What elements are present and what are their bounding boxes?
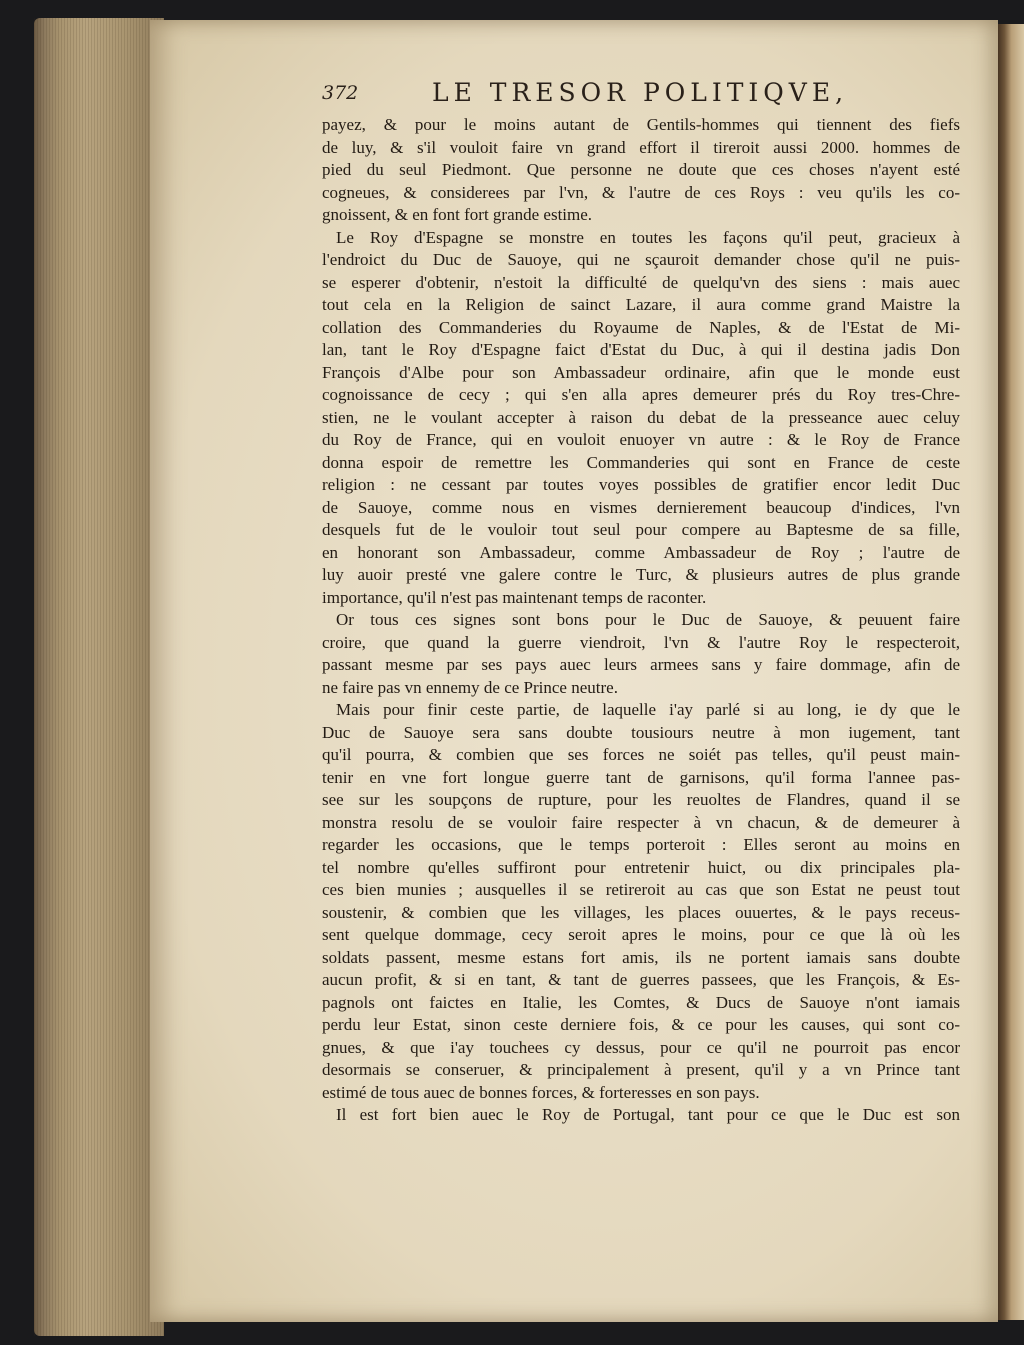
- text-line: gnoissent, & en font fort grande estime.: [322, 205, 593, 224]
- text-line: tenir en vne fort longue guerre tant de garnisons, qu'il forma l'annee pas-: [322, 767, 960, 787]
- text-line: Il est fort bien auec le Roy de Portugal, tant pour ce que le Duc est son: [336, 1105, 960, 1124]
- text-line: François d'Albe pour son Ambassadeur ordinaire, afin que le monde eust: [322, 362, 960, 382]
- running-head: LE TRESOR POLITIQVE,: [432, 78, 849, 107]
- text-line: qu'il pourra, & combien que ses forces ne soiét pas telles, qu'il peust main-: [322, 745, 960, 764]
- text-line: perdu leur Estat, sinon ceste derniere fois, & ce pour les causes, qui sont co-: [322, 1015, 960, 1034]
- text-line: collation des Commanderies du Royaume de Naples, & de l'Estat de Mi-: [322, 317, 960, 337]
- text-line: regarder les occasions, que le temps porteroit : Elles seront au moins en: [322, 835, 960, 854]
- text-line: Mais pour finir ceste partie, de laquelle i'ay parlé si au long, ie dy que le: [336, 700, 960, 719]
- text-line: Duc de Sauoye sera sans doubte tousiours neutre à mon iugement, tant: [322, 722, 960, 742]
- facing-page-edge: [996, 24, 1024, 1320]
- body-text: [322, 114, 960, 1127]
- text-line: ces bien munies ; ausquelles il se retireroit au cas que son Estat ne peust tout: [322, 880, 960, 899]
- text-line: religion : ne cessant par toutes voyes possibles de gratifier encor ledit Duc: [322, 475, 960, 494]
- text-line: monstra resolu de se vouloir faire respecter à vn chacun, & de demeurer à: [322, 812, 960, 832]
- text-line: tout cela en la Religion de sainct Lazare, il aura comme grand Maistre la: [322, 295, 960, 314]
- text-line: soustenir, & combien que les villages, les places ouuertes, & le pays receus-: [322, 902, 960, 922]
- text-line: importance, qu'il n'est pas maintenant temps de raconter.: [322, 587, 707, 607]
- text-line: tel nombre qu'elles suffiront pour entretenir huict, ou dix principales pla-: [322, 857, 960, 877]
- page-number: 372: [322, 82, 359, 104]
- text-line: pagnols ont faictes en Italie, les Comtes, & Ducs de Sauoye n'ont iamais: [322, 992, 960, 1012]
- book-page-edges: [34, 18, 164, 1336]
- text-line: lan, tant le Roy d'Espagne faict d'Estat du Duc, à qui il destina jadis Don: [322, 340, 960, 359]
- text-line: Or tous ces signes sont bons pour le Duc de Sauoye, & peuuent faire: [336, 610, 960, 629]
- text-line: estimé de tous auec de bonnes forces, & forteresses en son pays.: [322, 1082, 760, 1102]
- text-line: du Roy de France, qui en vouloit enuoyer vn autre : & le Roy de France: [322, 430, 960, 449]
- text-line: croire, que quand la guerre viendroit, l'vn & l'autre Roy le respecteroit,: [322, 632, 960, 652]
- text-line: stien, ne le voulant accepter à raison du debat de la presseance auec celuy: [322, 407, 960, 427]
- text-line: see sur les soupçons de rupture, pour les reuoltes de Flandres, quand il se: [322, 790, 960, 809]
- text-line: gnues, & que i'ay touchees cy dessus, pour ce qu'il ne pourroit pas encor: [322, 1037, 960, 1057]
- text-line: luy auoir presté vne galere contre le Turc, & plusieurs autres de plus grande: [322, 565, 960, 584]
- text-line: cogneues, & considerees par l'vn, & l'autre de ces Roys : veu qu'ils les co-: [322, 182, 960, 202]
- text-line: desquels fut de le vouloir tout seul pour compere au Baptesme de sa fille,: [322, 520, 960, 539]
- text-line: desormais se conseruer, & principalement à present, qu'il y a vn Prince tant: [322, 1060, 960, 1079]
- text-line: soldats passent, mesme estans fort amis, ils ne portent iamais sans doubte: [322, 947, 960, 967]
- text-line: donna espoir de remettre les Commanderies qui sont en France de ceste: [322, 452, 960, 472]
- text-line: l'endroict du Duc de Sauoye, qui ne sçauroit demander chose qu'il ne puis-: [322, 250, 960, 269]
- text-line: en honorant son Ambassadeur, comme Ambassadeur de Roy ; l'autre de: [322, 542, 960, 562]
- text-line: payez, & pour le moins autant de Gentils-hommes qui tiennent des fiefs: [322, 115, 960, 134]
- text-line: sent quelque dommage, cecy seroit apres le moins, pour ce que là où les: [322, 925, 960, 944]
- text-line: aucun profit, & si en tant, & tant de guerres passees, que les François, & Es-: [322, 970, 960, 989]
- text-line: ne faire pas vn ennemy de ce Prince neutre.: [322, 677, 618, 697]
- text-line: Le Roy d'Espagne se monstre en toutes les façons qu'il peut, gracieux à: [336, 227, 960, 247]
- text-line: de Sauoye, comme nous en vismes dernierement beaucoup d'indices, l'vn: [322, 497, 960, 517]
- text-line: pied du seul Piedmont. Que personne ne doute que ces choses n'ayent esté: [322, 160, 960, 179]
- text-line: cognoissance de cecy ; qui s'en alla apres demeurer prés du Roy tres-Chre-: [322, 385, 960, 404]
- text-line: passant mesme par ses pays auec leurs armees sans y faire dommage, afin de: [322, 655, 960, 674]
- text-line: de luy, & s'il vouloit faire vn grand effort il tireroit aussi 2000. hommes de: [322, 137, 960, 157]
- text-line: se esperer d'obtenir, n'estoit la difficulté de quelqu'vn des siens : mais auec: [322, 272, 960, 292]
- page-header: [322, 78, 849, 112]
